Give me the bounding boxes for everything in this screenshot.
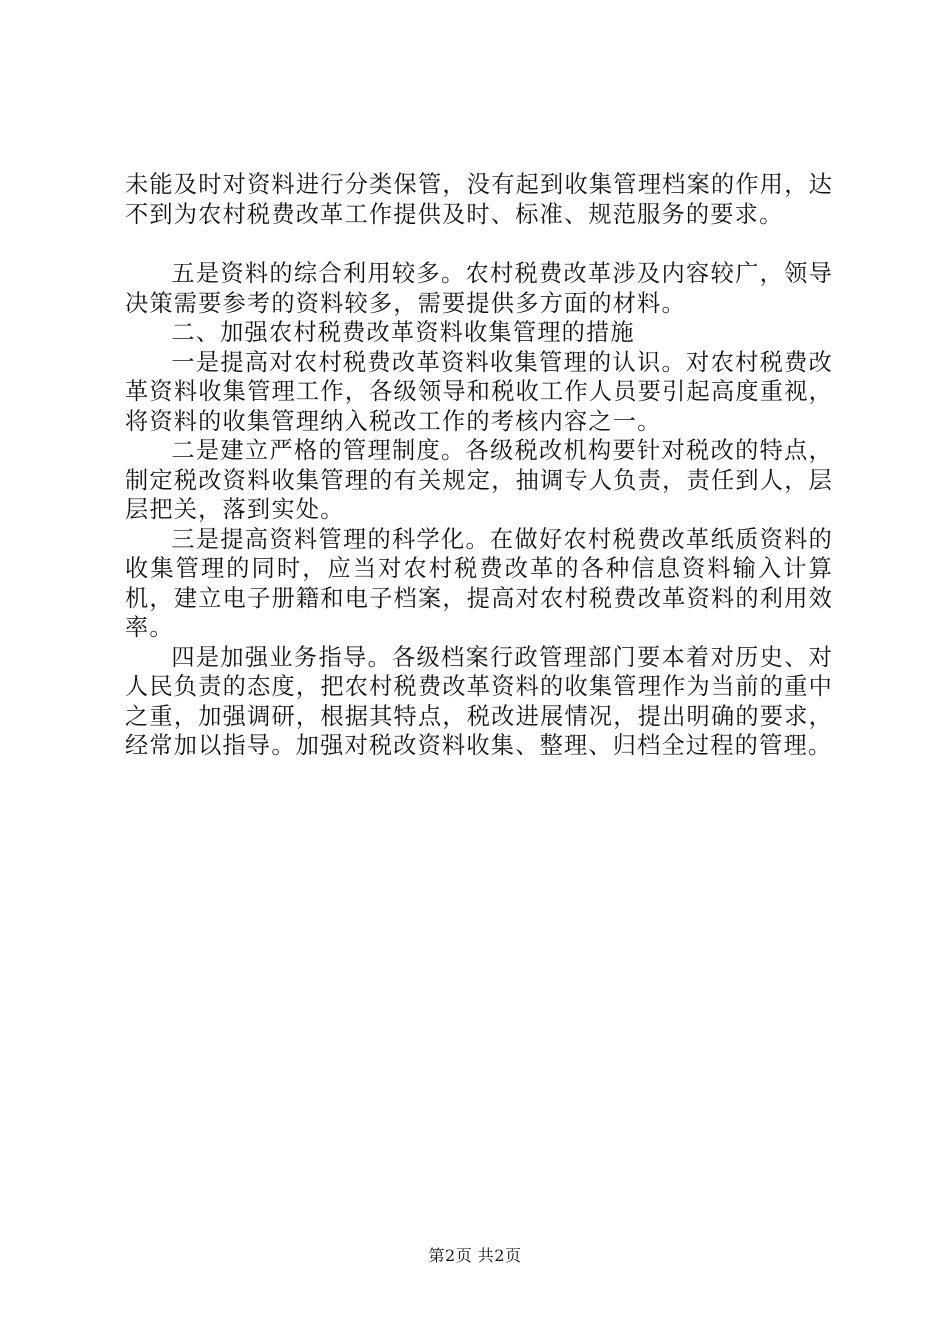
paragraph-measure-three: 三是提高资料管理的科学化。在做好农村税费改革纸质资料的收集管理的同时，应当对农村税费改革的各种信息资料输入计算机，建立电子册籍和电子档案，提高对农村税费改革资料的利用效率。 [125,525,833,641]
paragraph-continuation: 未能及时对资料进行分类保管，没有起到收集管理档案的作用，达不到为农村税费改革工作提供及时、标准、规范服务的要求。 [125,171,833,228]
paragraph-point-five: 五是资料的综合利用较多。农村税费改革涉及内容较广，领导决策需要参考的资料较多，需要提供多方面的材料。 [125,260,833,317]
section-heading: 二、加强农村税费改革资料收集管理的措施 [171,319,635,346]
page-footer: 第2页 共2页 [428,1246,522,1265]
paragraph-measure-one: 一是提高对农村税费改革资料收集管理的认识。对农村税费改革资料收集管理工作，各级领导和税收工作人员要引起高度重视，将资料的收集管理纳入税改工作的考核内容之一。 [125,348,833,435]
paragraph-measure-two: 二是建立严格的管理制度。各级税改机构要针对税改的特点，制定税改资料收集管理的有关规定，抽调专人负责，责任到人，层层把关，落到实处。 [125,437,833,523]
paragraph-measure-four: 四是加强业务指导。各级档案行政管理部门要本着对历史、对人民负责的态度，把农村税费改革资料的收集管理作为当前的重中之重，加强调研，根据其特点，税改进展情况，提出明确的要求，经常加以指导。加强对税改资料收集、整理、归档全过程的管理。 [125,643,833,759]
document-body [125,170,833,761]
